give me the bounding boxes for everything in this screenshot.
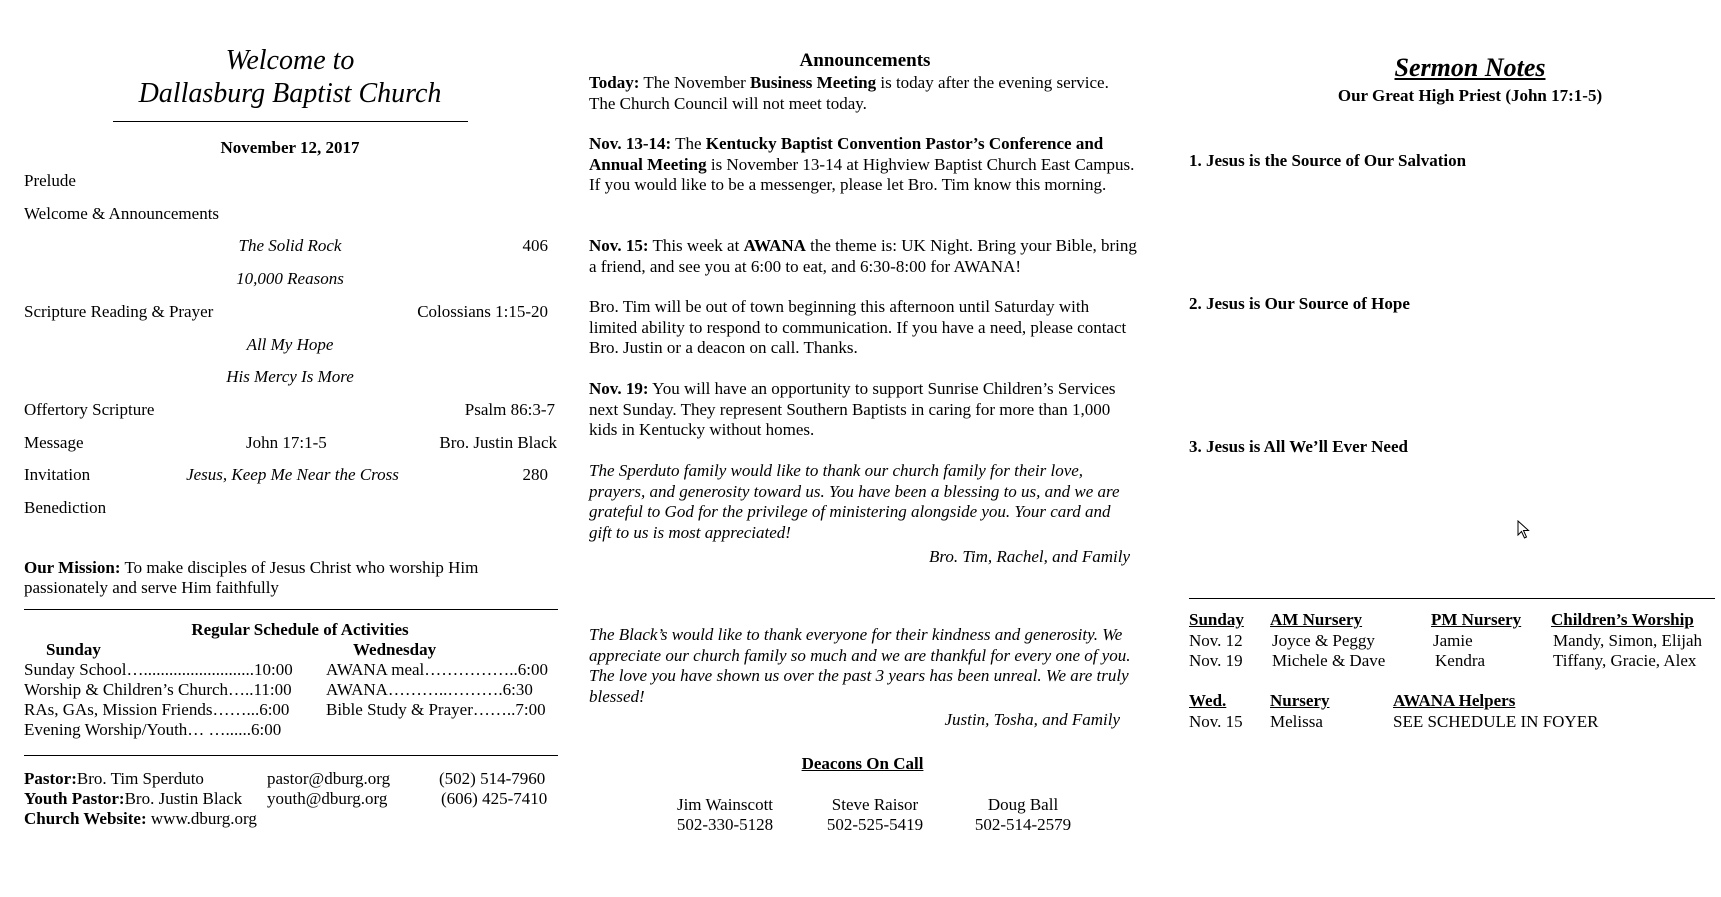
- nursery-header-childrens-worship: Children’s Worship: [1551, 610, 1694, 629]
- sermon-point-3: 3. Jesus is All We’ll Ever Need: [1189, 437, 1408, 456]
- announcement-text: You will have an opportunity to support Sunrise Children’s Services next Sunday. They represent Southern Baptists in caring for more than 1,000 kids in Kentucky without homes.: [589, 379, 1116, 439]
- order-offertory-reference: Psalm 86:3-7: [464, 400, 555, 419]
- mission-label: Our Mission:: [24, 558, 121, 577]
- wednesday-nursery: Melissa: [1270, 712, 1323, 731]
- schedule-sunday-heading: Sunday: [46, 640, 101, 659]
- thank-you-sperduto: The Sperduto family would like to thank our church family for their love, prayers, and generosity toward us. You have been a blessing to us, and we are grateful to God for the privilege of ministering alongside you. Your card and gift to us is most appreciated!: [589, 461, 1120, 542]
- wednesday-awana-helpers: SEE SCHEDULE IN FOYER: [1393, 712, 1599, 731]
- announcement-nov-15: [589, 236, 1137, 277]
- schedule-wednesday-heading: Wednesday: [353, 640, 437, 659]
- nursery-row-date: Nov. 12: [1189, 631, 1243, 650]
- announcement-label: Today:: [589, 73, 640, 92]
- nursery-row-children: Tiffany, Gracie, Alex: [1553, 651, 1697, 670]
- announcement-emphasis: Business Meeting: [750, 73, 877, 92]
- nursery-row-children: Mandy, Simon, Elijah: [1553, 631, 1703, 650]
- youth-pastor-label: Youth Pastor:: [24, 789, 125, 808]
- deacon-name: Jim Wainscott: [676, 795, 774, 814]
- deacon-phone: 502-330-5128: [676, 815, 774, 834]
- nursery-row-pm: Kendra: [1435, 651, 1486, 670]
- deacon-phone: 502-525-5419: [826, 815, 924, 834]
- sermon-subtitle: Our Great High Priest (John 17:1-5): [1337, 86, 1603, 105]
- welcome-heading-line2: Dallasburg Baptist Church: [138, 78, 442, 109]
- youth-pastor-email[interactable]: youth@dburg.org: [267, 789, 388, 808]
- website-line: [24, 809, 257, 829]
- order-invitation-number: 280: [522, 465, 548, 484]
- sermon-point-2: 2. Jesus is Our Source of Hope: [1189, 294, 1410, 313]
- announcement-label: Nov. 19:: [589, 379, 649, 398]
- order-song-all-my-hope: All My Hope: [246, 335, 334, 354]
- announcement-label: Nov. 15:: [589, 236, 649, 255]
- pastor-label: Pastor:: [24, 769, 77, 788]
- pastor-email[interactable]: pastor@dburg.org: [267, 769, 391, 788]
- nursery-header-sunday: Sunday: [1189, 610, 1244, 629]
- announcement-bro-tim-away: Bro. Tim will be out of town beginning this afternoon until Saturday with limited ability to respond to communication. If you have a need, please contact Bro. Justin or a deacon on call. Thanks.: [589, 297, 1127, 357]
- order-song-solid-rock: The Solid Rock: [238, 236, 342, 255]
- order-invitation: Invitation: [24, 465, 91, 484]
- announcement-nov-13-14: [589, 134, 1137, 196]
- nursery-row-date: Nov. 19: [1189, 651, 1243, 670]
- mission-statement: [24, 558, 564, 598]
- youth-pastor-phone: (606) 425-7410: [441, 789, 548, 808]
- wednesday-header-wed: Wed.: [1189, 691, 1227, 710]
- order-scripture-reading: Scripture Reading & Prayer: [24, 302, 214, 321]
- thank-you-sperduto-signature: Bro. Tim, Rachel, and Family: [929, 547, 1130, 566]
- nursery-header-pm: PM Nursery: [1431, 610, 1522, 629]
- schedule-sunday-item: RAs, GAs, Mission Friends……...6:00: [24, 700, 290, 719]
- announcement-emphasis: AWANA: [743, 236, 806, 255]
- website-url[interactable]: www.dburg.org: [146, 809, 257, 828]
- order-prelude: Prelude: [24, 171, 76, 190]
- youth-pastor-line: [24, 789, 242, 809]
- pastor-name: Bro. Tim Sperduto: [76, 769, 204, 788]
- announcement-text: The: [671, 134, 706, 153]
- mission-divider: [24, 609, 558, 610]
- wednesday-header-nursery: Nursery: [1270, 691, 1330, 710]
- announcement-text: the theme is: UK Night. Bring your Bible, bring a friend, and see you at 6:00 to eat, and 6:30-8:00 for AWANA!: [589, 236, 1137, 276]
- announcement-label: Nov. 13-14:: [589, 134, 672, 153]
- pastor-phone: (502) 514-7960: [439, 769, 546, 788]
- mission-text: To make disciples of Jesus Christ who worship Him passionately and serve Him faithfully: [24, 558, 479, 597]
- schedule-sunday-item: Sunday School…..........................10:00: [24, 660, 293, 679]
- order-message-reference: John 17:1-5: [246, 433, 327, 452]
- schedule-wednesday-item: AWANA………..……….6:30: [326, 680, 533, 699]
- order-scripture-reference: Colossians 1:15-20: [417, 302, 548, 321]
- deacons-title: Deacons On Call: [801, 754, 924, 773]
- schedule-wednesday-item: AWANA meal……………..6:00: [326, 660, 548, 679]
- deacon-name: Steve Raisor: [831, 795, 919, 814]
- order-invitation-song: Jesus, Keep Me Near the Cross: [186, 465, 399, 484]
- announcement-emphasis: Kentucky Baptist Convention Pastor’s Conference and Annual Meeting: [589, 134, 1104, 174]
- nursery-row-pm: Jamie: [1433, 631, 1473, 650]
- announcements-title: Announcements: [799, 50, 931, 71]
- order-offertory: Offertory Scripture: [24, 400, 155, 419]
- wednesday-date: Nov. 15: [1189, 712, 1243, 731]
- announcement-text: This week at: [648, 236, 744, 255]
- nursery-row-am: Joyce & Peggy: [1272, 631, 1375, 650]
- order-benediction: Benediction: [24, 498, 107, 517]
- youth-pastor-name: Bro. Justin Black: [124, 789, 243, 808]
- announcement-text: The November: [639, 73, 751, 92]
- schedule-sunday-item: Worship & Children’s Church…..11:00: [24, 680, 292, 699]
- order-message-speaker: Bro. Justin Black: [439, 433, 557, 452]
- website-label: Church Website:: [24, 809, 147, 828]
- thank-you-black: The Black’s would like to thank everyone for their kindness and generosity. We appreciate our church family so much and we are thankful for every one of you. The love you have shown us over the past 3 years has been unreal. We are truly blessed!: [589, 625, 1131, 706]
- deacon-jim-wainscott: [662, 795, 788, 835]
- deacon-steve-raisor: [812, 795, 938, 835]
- nursery-row-am: Michele & Dave: [1272, 651, 1386, 670]
- welcome-heading-line1: Welcome to: [225, 45, 355, 76]
- thank-you-black-signature: Justin, Tosha, and Family: [944, 710, 1120, 729]
- heading-divider: [113, 121, 468, 122]
- nursery-header-am: AM Nursery: [1270, 610, 1363, 629]
- contacts-divider: [24, 755, 558, 756]
- order-song-10000-reasons: 10,000 Reasons: [236, 269, 344, 288]
- order-message: Message: [24, 433, 84, 452]
- order-song-solid-rock-number: 406: [522, 236, 548, 255]
- wednesday-header-awana-helpers: AWANA Helpers: [1393, 691, 1516, 710]
- announcement-text: is today after the evening service. The Church Council will not meet today.: [589, 73, 1109, 113]
- nursery-divider: [1189, 598, 1715, 599]
- service-date: November 12, 2017: [220, 138, 360, 157]
- deacon-doug-ball: [960, 795, 1086, 835]
- order-welcome: Welcome & Announcements: [24, 204, 220, 223]
- schedule-wednesday-item: Bible Study & Prayer……..7:00: [326, 700, 546, 719]
- sermon-point-1: 1. Jesus is the Source of Our Salvation: [1189, 151, 1467, 170]
- schedule-sunday-item: Evening Worship/Youth… …......6:00: [24, 720, 282, 739]
- schedule-title: Regular Schedule of Activities: [191, 620, 409, 639]
- deacon-phone: 502-514-2579: [974, 815, 1072, 834]
- announcement-today: [589, 73, 1137, 114]
- announcement-text: is November 13-14 at Highview Baptist Church East Campus. If you would like to be a messenger, please let Bro. Tim know this morning.: [589, 154, 1135, 194]
- pastor-line: [24, 769, 204, 789]
- deacon-name: Doug Ball: [987, 795, 1059, 814]
- mouse-cursor-icon: [1517, 520, 1531, 540]
- announcement-nov-19: [589, 379, 1137, 441]
- sermon-notes-title: Sermon Notes: [1394, 53, 1546, 82]
- order-song-his-mercy: His Mercy Is More: [226, 367, 354, 386]
